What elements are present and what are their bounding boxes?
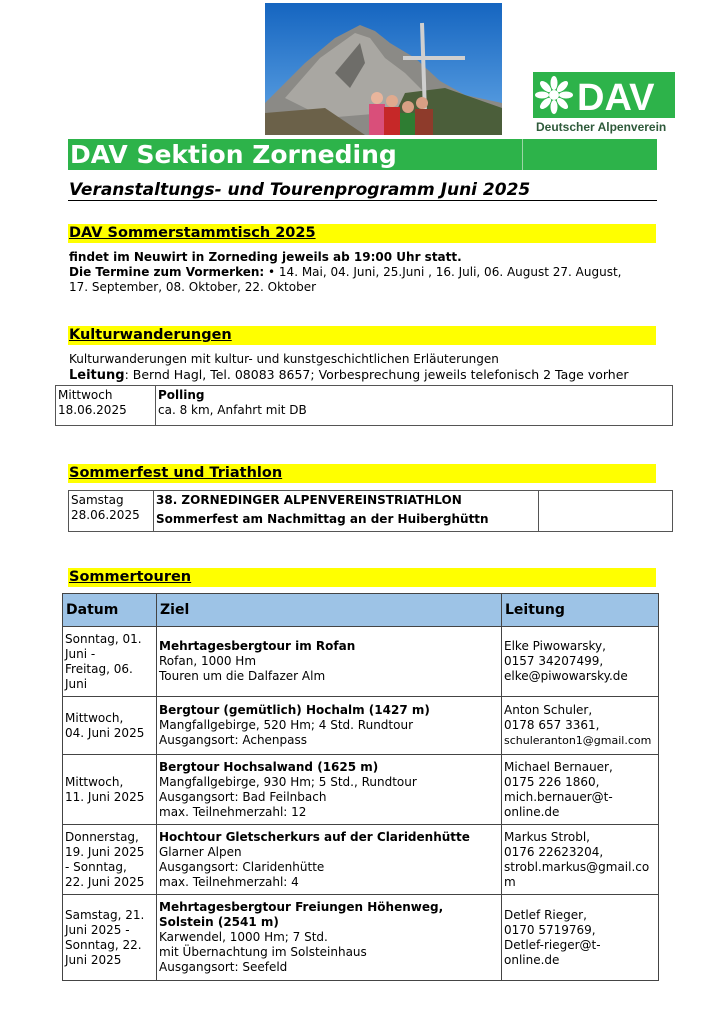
tour-detail-line: Ausgangsort: Claridenhütte: [159, 859, 325, 874]
tour-leader-line: elke@piwowarsky.de: [504, 669, 628, 683]
title-divider: [522, 139, 523, 170]
tour-date-line: Donnerstag,: [65, 829, 139, 844]
section-heading-stammtisch: [68, 224, 656, 243]
tour-detail-cell: [157, 697, 502, 755]
event-detail-cell: [154, 491, 539, 532]
event-date-cell: [56, 386, 156, 426]
tour-date-cell: [63, 895, 157, 981]
tour-leader-cell: [502, 627, 659, 697]
tour-title: Mehrtagesbergtour im Rofan: [159, 639, 356, 653]
tour-leader-line: 0170 5719769,: [504, 922, 596, 937]
tour-date-line: Juni -: [65, 646, 96, 661]
tour-date-line: Sonntag, 22.: [65, 937, 142, 952]
table-row: [63, 697, 659, 755]
table-row: [63, 895, 659, 981]
tour-title: Mehrtagesbergtour Freiungen Höhenweg, Solstein (2541 m): [159, 900, 444, 929]
table-row: [63, 755, 659, 825]
tour-date-line: Samstag, 21.: [65, 907, 145, 922]
leitung-label: Leitung: [69, 368, 125, 383]
tour-detail-line: Rofan, 1000 Hm: [159, 654, 257, 668]
event-day: Mittwoch: [58, 388, 113, 402]
tour-leader-cell: [502, 895, 659, 981]
tour-leader-line: Markus Strobl,: [504, 829, 590, 844]
tour-leader-line: 0178 657 3361,: [504, 718, 600, 732]
summit-photo: [265, 3, 502, 135]
column-header-ziel: Ziel: [157, 594, 502, 627]
tour-leader-line: Michael Bernauer,: [504, 759, 613, 774]
section-heading-touren: [68, 568, 656, 587]
dav-logo: [533, 72, 675, 136]
tour-leader-cell: [502, 755, 659, 825]
section-heading-kultur: [68, 326, 656, 345]
tour-date-cell: [63, 627, 157, 697]
tour-date-line: Juni: [65, 676, 88, 691]
table-header-row: [63, 594, 659, 627]
column-header-leitung: Leitung: [502, 594, 659, 627]
tour-date-line: Juni 2025 -: [65, 922, 130, 937]
heading-text: Kulturwanderungen: [69, 327, 232, 343]
tour-leader-line: Detlef Rieger,: [504, 907, 587, 922]
tour-date-line: Juni 2025: [65, 952, 122, 967]
tour-date-line: Sonntag, 01.: [65, 631, 142, 646]
event-date-cell: [69, 491, 154, 532]
tour-detail-line: Ausgangsort: Bad Feilnbach: [159, 789, 327, 804]
leitung-text: : Bernd Hagl, Tel. 08083 8657; Vorbesprechung jeweils telefonisch 2 Tage vorher: [124, 367, 629, 382]
tour-leader-line: strobl.markus@gmail.co: [504, 859, 650, 874]
stammtisch-line1: findet im Neuwirt in Zorneding jeweils ab 19:00 Uhr statt.: [69, 250, 462, 264]
table-row: [56, 386, 673, 426]
tour-leader-line: online.de: [504, 804, 560, 819]
tour-detail-cell: [157, 895, 502, 981]
tour-date-line: 19. Juni 2025: [65, 844, 145, 859]
tour-leader-cell: [502, 825, 659, 895]
tour-leader-line: schuleranton1@gmail.com: [504, 734, 652, 747]
event-empty-cell: [539, 491, 673, 532]
tour-title: Bergtour (gemütlich) Hochalm (1427 m): [159, 703, 430, 717]
tour-detail-cell: [157, 755, 502, 825]
table-row: [69, 491, 673, 532]
stammtisch-dates: • 14. Mai, 04. Juni, 25.Juni , 16. Juli, 06. August 27. August,: [264, 265, 622, 279]
tour-detail-line: Ausgangsort: Seefeld: [159, 960, 288, 974]
svg-text:Deutscher Alpenverein: Deutscher Alpenverein: [536, 120, 667, 134]
event-date: 18.06.2025: [58, 403, 127, 417]
tour-date-cell: [63, 755, 157, 825]
event-detail-cell: [156, 386, 673, 426]
stammtisch-dates-label: Die Termine zum Vormerken:: [69, 265, 265, 279]
tour-detail-line: max. Teilnehmerzahl: 12: [159, 804, 307, 819]
tour-date-line: 11. Juni 2025: [65, 789, 145, 804]
tour-leader-line: 0157 34207499,: [504, 654, 604, 668]
tour-leader-line: mich.bernauer@t-: [504, 789, 613, 804]
tour-leader-line: Elke Piwowarsky,: [504, 639, 606, 653]
tour-date-line: 04. Juni 2025: [65, 725, 145, 740]
heading-text: DAV Sommerstammtisch 2025: [69, 225, 316, 241]
tour-detail-line: mit Übernachtung im Solsteinhaus: [159, 945, 367, 959]
tours-table: [62, 593, 659, 981]
tour-detail-line: Touren um die Dalfazer Alm: [159, 669, 326, 683]
event-day: Samstag: [71, 493, 124, 507]
tour-leader-line: Detlef-rieger@t-: [504, 937, 601, 952]
event-title: 38. ZORNEDINGER ALPENVEREINSTRIATHLON: [156, 493, 462, 507]
tour-detail-line: Mangfallgebirge, 930 Hm; 5 Std., Rundtour: [159, 774, 417, 789]
kultur-description: Kulturwanderungen mit kultur- und kunstgeschichtlichen Erläuterungen: [69, 352, 499, 366]
heading-text: Sommertouren: [69, 569, 192, 585]
column-header-datum: Datum: [63, 594, 157, 627]
tour-detail-line: max. Teilnehmerzahl: 4: [159, 874, 299, 889]
tour-date-line: Mittwoch,: [65, 710, 124, 725]
event-subtitle: Sommerfest am Nachmittag an der Huiberghüttn: [156, 512, 489, 526]
title-bar: [68, 139, 657, 170]
tour-leader-line: 0176 22623204,: [504, 844, 604, 859]
tour-detail-cell: [157, 825, 502, 895]
page-title: DAV Sektion Zorneding: [70, 140, 397, 169]
tour-date-line: 22. Juni 2025: [65, 874, 145, 889]
stammtisch-line2: [69, 265, 621, 280]
tour-date-cell: [63, 697, 157, 755]
tour-detail-line: Glarner Alpen: [159, 844, 242, 859]
table-row: [63, 627, 659, 697]
tour-detail-cell: [157, 627, 502, 697]
tour-date-line: Freitag, 06.: [65, 661, 133, 676]
tour-title: Bergtour Hochsalwand (1625 m): [159, 759, 379, 774]
tour-leader-cell: [502, 697, 659, 755]
heading-text: Sommerfest und Triathlon: [69, 465, 283, 481]
stammtisch-line3: 17. September, 08. Oktober, 22. Oktober: [69, 280, 317, 294]
page-subtitle: Veranstaltungs- und Tourenprogramm Juni 2025: [69, 180, 531, 200]
event-date: 28.06.2025: [71, 508, 140, 522]
tour-detail-line: Ausgangsort: Achenpass: [159, 733, 308, 747]
kultur-leitung: [69, 367, 629, 383]
tour-leader-line: m: [504, 874, 516, 889]
tour-leader-line: Anton Schuler,: [504, 703, 593, 717]
tour-detail-line: Karwendel, 1000 Hm; 7 Std.: [159, 930, 328, 944]
subtitle-rule: [68, 200, 657, 201]
tour-date-cell: [63, 825, 157, 895]
tour-leader-line: 0175 226 1860,: [504, 774, 600, 789]
event-detail: ca. 8 km, Anfahrt mit DB: [158, 403, 307, 417]
tour-date-line: Mittwoch,: [65, 774, 124, 789]
tour-leader-line: online.de: [504, 952, 560, 967]
tour-date-line: - Sonntag,: [65, 859, 127, 874]
tour-title: Hochtour Gletscherkurs auf der Claridenhütte: [159, 829, 470, 844]
tour-detail-line: Mangfallgebirge, 520 Hm; 4 Std. Rundtour: [159, 718, 413, 732]
sommerfest-event-table: [68, 490, 673, 532]
event-title: Polling: [158, 388, 205, 402]
kultur-event-table: [55, 385, 673, 426]
svg-text:DAV: DAV: [577, 77, 655, 119]
section-heading-sommerfest: [68, 464, 656, 483]
table-row: [63, 825, 659, 895]
